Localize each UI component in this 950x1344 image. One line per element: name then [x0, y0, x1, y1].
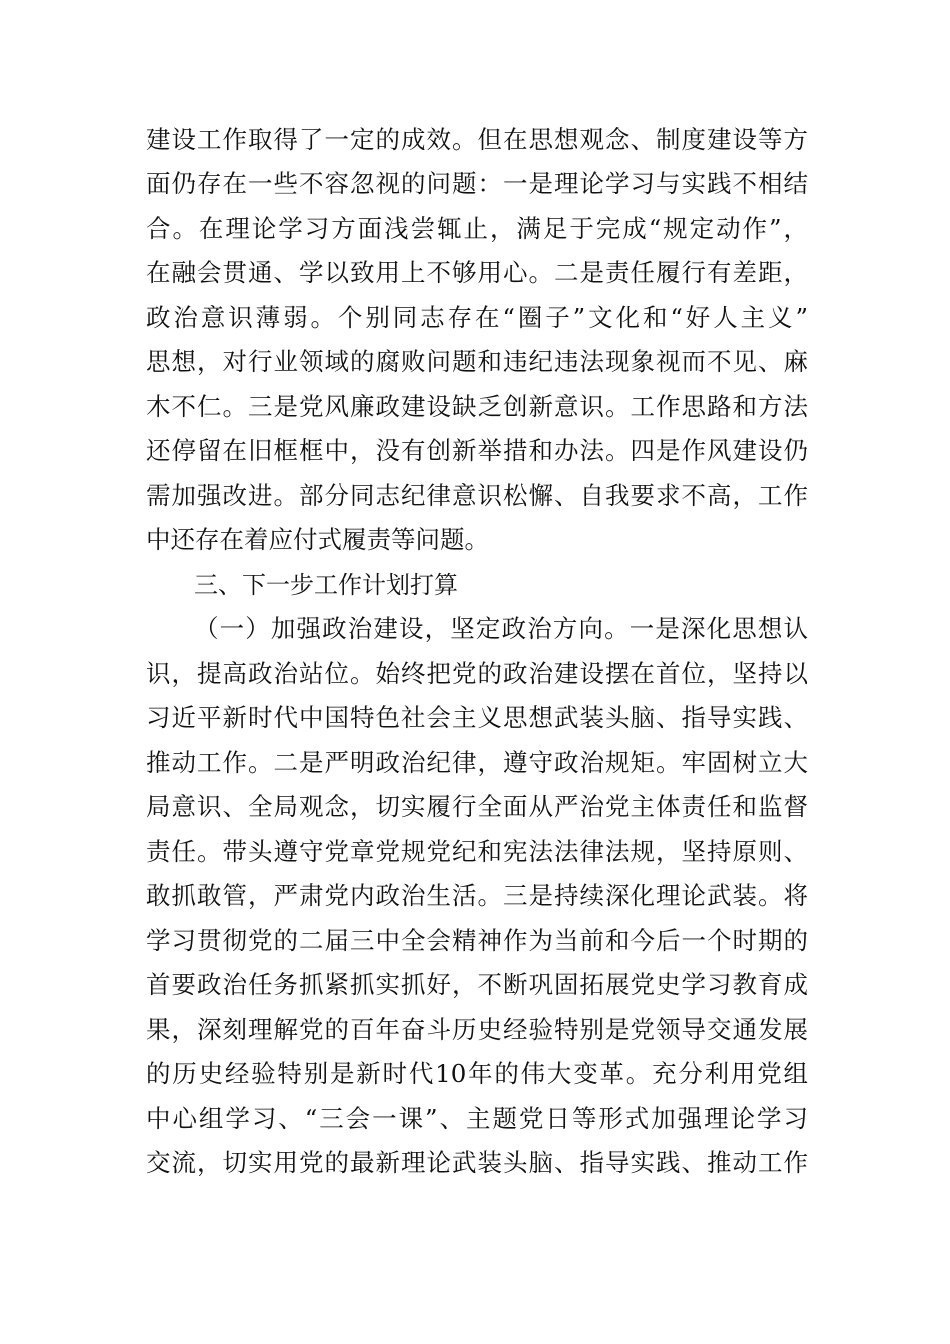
paragraph-2-line-7: 敢抓敢管，严肃党内政治生活。三是持续深化理论武装。将 — [146, 881, 808, 910]
paragraph-1-line-3: 合。在理论学习方面浅尝辄止，满足于完成“规定动作”， — [146, 214, 808, 243]
paragraph-1-line-9: 需加强改进。部分同志纪律意识松懈、自我要求不高，工作 — [146, 481, 808, 510]
paragraph-2-line-12: 中心组学习、“三会一课”、主题党日等形式加强理论学习 — [146, 1104, 808, 1133]
paragraph-2-line-1: （一）加强政治建设，坚定政治方向。一是深化思想认 — [194, 614, 808, 643]
paragraph-1-line-6: 思想，对行业领域的腐败问题和违纪违法现象视而不见、麻 — [146, 347, 808, 376]
paragraph-2-line-3: 习近平新时代中国特色社会主义思想武装头脑、指导实践、 — [146, 703, 808, 732]
paragraph-1-line-1: 建设工作取得了一定的成效。但在思想观念、制度建设等方 — [146, 125, 808, 154]
paragraph-2-line-4: 推动工作。二是严明政治纪律，遵守政治规矩。牢固树立大 — [146, 748, 808, 777]
paragraph-1-line-10: 中还存在着应付式履责等问题。 — [146, 525, 489, 554]
paragraph-2-line-13: 交流，切实用党的最新理论武装头脑、指导实践、推动工作 — [146, 1148, 808, 1177]
paragraph-1-line-7: 木不仁。三是党风廉政建设缺乏创新意识。工作思路和方法 — [146, 392, 808, 421]
section-heading: 三、下一步工作计划打算 — [194, 571, 458, 599]
paragraph-2-line-10: 果，深刻理解党的百年奋斗历史经验特别是党领导交通发展 — [146, 1015, 808, 1044]
paragraph-1-line-5: 政治意识薄弱。个别同志存在“圈子”文化和“好人主义” — [146, 303, 808, 332]
paragraph-2-line-6: 责任。带头遵守党章党规党纪和宪法法律法规，坚持原则、 — [146, 837, 808, 866]
paragraph-1-line-2: 面仍存在一些不容忽视的问题：一是理论学习与实践不相结 — [146, 169, 808, 198]
paragraph-1-line-4: 在融会贯通、学以致用上不够用心。二是责任履行有差距， — [146, 258, 808, 287]
paragraph-2-line-5: 局意识、全局观念，切实履行全面从严治党主体责任和监督 — [146, 792, 808, 821]
paragraph-2-line-8: 学习贯彻党的二届三中全会精神作为当前和今后一个时期的 — [146, 926, 808, 955]
paragraph-2-line-11: 的历史经验特别是新时代10年的伟大变革。充分利用党组 — [146, 1059, 808, 1088]
paragraph-2-line-2: 识，提高政治站位。始终把党的政治建设摆在首位，坚持以 — [146, 659, 808, 688]
paragraph-1-line-8: 还停留在旧框框中，没有创新举措和办法。四是作风建设仍 — [146, 436, 808, 465]
paragraph-2-line-9: 首要政治任务抓紧抓实抓好，不断巩固拓展党史学习教育成 — [146, 970, 808, 999]
